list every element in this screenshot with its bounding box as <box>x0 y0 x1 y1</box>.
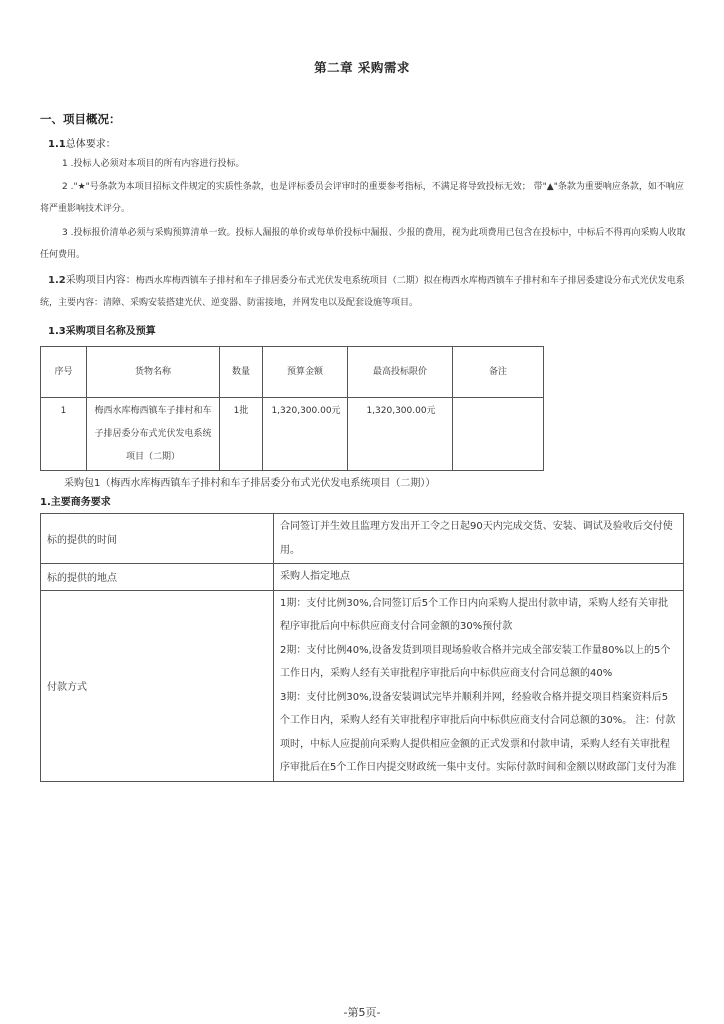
term-label-time: 标的提供的时间 <box>41 514 274 564</box>
general-item-1-text: 1 .投标人必须对本项目的所有内容进行投标。 <box>62 159 245 169</box>
term-label-payment: 付款方式 <box>41 590 274 781</box>
table-row <box>41 590 684 781</box>
header-name: 货物名称 <box>87 347 220 398</box>
general-item-3 <box>40 222 686 266</box>
page-number: -第5页- <box>343 1006 381 1019</box>
cell-max-price: 1,320,300.00元 <box>348 398 453 471</box>
project-content <box>40 270 686 314</box>
content-text: 梅西水库梅西镇车子排村和车子排居委分布式光伏发电系统项目（二期）拟在梅西水库梅西镇车子排村和车子排居委建设分布式光伏发电系统，主要内容：清障、采购安装搭建光伏、逆变器、防雷接地，并网发电以及配套设施等项目。 <box>40 276 685 308</box>
subsection-title: 总体要求： <box>65 139 116 150</box>
general-item-2 <box>40 176 686 220</box>
subsection-general-heading <box>48 135 116 150</box>
cell-no: 1 <box>41 398 87 471</box>
cell-name: 梅西水库梅西镇车子排村和车子排居委分布式光伏发电系统项目（二期） <box>87 398 220 471</box>
section-heading: 一、项目概况： <box>40 112 121 126</box>
business-terms-table <box>40 513 684 782</box>
cell-remark <box>453 398 544 471</box>
subsection-budget-heading <box>48 322 156 337</box>
budget-title: 采购项目名称及预算 <box>65 326 156 337</box>
table-row <box>41 564 684 591</box>
general-item-2-text: 2 ."★"号条款为本项目招标文件规定的实质性条款，也是评标委员会评审时的重要参考指标，不满足将导致投标无效； 带"▲"条款为重要响应条款，如不响应将严重影响技术评分。 <box>40 182 684 214</box>
package-line: 采购包1（梅西水库梅西镇车子排村和车子排居委分布式光伏发电系统项目（二期）） <box>64 478 436 489</box>
table-row <box>41 398 544 471</box>
header-max-price: 最高投标限价 <box>348 347 453 398</box>
payment-phase-2: 2期：支付比例40%,设备发货到项目现场验收合格并完成全部安装工作量80%以上的5个工作日内，采购人经有关审批程序审批后向中标供应商支付合同总额的40% <box>280 644 671 679</box>
cell-budget: 1,320,300.00元 <box>263 398 348 471</box>
general-item-1 <box>40 153 686 175</box>
budget-number: 1.3 <box>48 326 66 337</box>
term-value-place: 采购人指定地点 <box>274 564 684 591</box>
business-heading: 1.主要商务要求 <box>40 497 111 508</box>
subsection-number: 1.1 <box>48 139 66 150</box>
budget-header-row <box>41 347 544 398</box>
header-no: 序号 <box>41 347 87 398</box>
term-value-payment <box>274 590 684 781</box>
content-number: 1.2 <box>48 275 66 286</box>
payment-phase-1: 1期：支付比例30%,合同签订后5个工作日内向采购人提出付款申请，采购人经有关审批程序审批后向中标供应商支付合同金额的30%预付款 <box>280 597 669 632</box>
header-budget: 预算金额 <box>263 347 348 398</box>
table-row <box>41 514 684 564</box>
general-item-3-text: 3 .投标报价清单必须与采购预算清单一致。投标人漏报的单价或每单价投标中漏报、少报的费用，视为此项费用已包含在投标中，中标后不得再向采购人收取任何费用。 <box>40 228 686 260</box>
term-value-time: 合同签订并生效且监理方发出开工令之日起90天内完成交货、安装、调试及验收后交付使用。 <box>274 514 684 564</box>
chapter-title: 第二章 采购需求 <box>314 60 410 75</box>
cell-qty: 1批 <box>220 398 263 471</box>
budget-table <box>40 346 544 471</box>
content-title: 采购项目内容： <box>65 275 136 286</box>
header-qty: 数量 <box>220 347 263 398</box>
term-label-place: 标的提供的地点 <box>41 564 274 591</box>
payment-phase-3: 3期：支付比例30%,设备安装调试完毕并顺利并网，经验收合格并提交项目档案资料后5个工作日内，采购人经有关审批程序审批后向中标供应商支付合同总额的30%。 注：付款项时，中标人应提前向采购人提供相应金额的正式发票和付款申请，采购人经有关审批程序审批后在5个工作日内提交财政统一集中支付。实际付款时间和金额以财政部门支付为准 <box>280 691 677 773</box>
header-remark: 备注 <box>453 347 544 398</box>
